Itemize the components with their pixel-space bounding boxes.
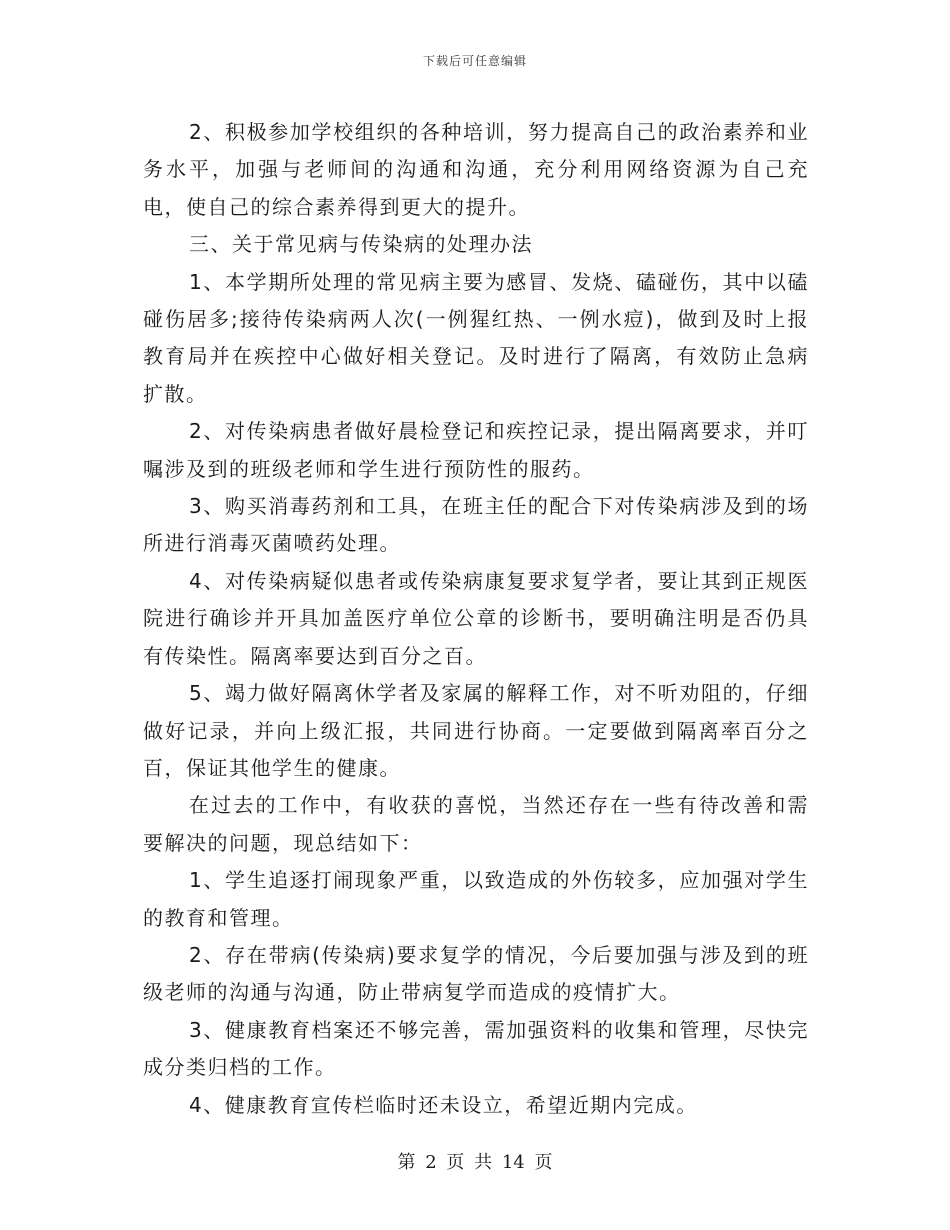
paragraph: 2、积极参加学校组织的各种培训，努力提高自己的政治素养和业务水平，加强与老师间的沟通和沟通，充分利用网络资源为自己充电，使自己的综合素养得到更大的提升。 <box>143 120 809 219</box>
section-heading: 三、关于常见病与传染病的处理办法 <box>189 232 533 257</box>
paragraph: 3、健康教育档案还不够完善，需加强资料的收集和管理，尽快完成分类归档的工作。 <box>143 1017 809 1080</box>
paragraph: 4、健康教育宣传栏临时还未设立，希望近期内完成。 <box>189 1092 698 1117</box>
paragraph: 4、对传染病疑似患者或传染病康复要求复学者，要让其到正规医院进行确诊并开具加盖医疗单位公章的诊断书，要明确注明是否仍具有传染性。隔离率要达到百分之百。 <box>143 568 809 668</box>
page-header: 下载后可任意编辑 <box>422 54 527 68</box>
document-body <box>143 114 809 1124</box>
paragraph: 3、购买消毒药剂和工具，在班主任的配合下对传染病涉及到的场所进行消毒灭菌喷药处理。 <box>143 494 809 556</box>
page-number-footer: 第 2 页 共 14 页 <box>397 1152 553 1173</box>
paragraph: 2、对传染病患者做好晨检登记和疾控记录，提出隔离要求，并叮嘱涉及到的班级老师和学生进行预防性的服药。 <box>143 419 809 481</box>
paragraph: 1、学生追逐打闹现象严重，以致造成的外伤较多，应加强对学生的教育和管理。 <box>143 868 809 930</box>
paragraph: 在过去的工作中，有收获的喜悦，当然还存在一些有待改善和需要解决的问题，现总结如下： <box>143 793 809 855</box>
paragraph: 2、存在带病(传染病)要求复学的情况，今后要加强与涉及到的班级老师的沟通与沟通，防止带病复学而造成的疫情扩大。 <box>143 942 809 1005</box>
paragraph: 1、本学期所处理的常见病主要为感冒、发烧、磕碰伤，其中以磕碰伤居多;接待传染病两人次(一例猩红热、一例水痘)，做到及时上报教育局并在疾控中心做好相关登记。及时进行了隔离，有效防止急病扩散。 <box>143 269 809 406</box>
paragraph: 5、竭力做好隔离休学者及家属的解释工作，对不听劝阻的，仔细做好记录，并向上级汇报，共同进行协商。一定要做到隔离率百分之百，保证其他学生的健康。 <box>143 681 809 780</box>
